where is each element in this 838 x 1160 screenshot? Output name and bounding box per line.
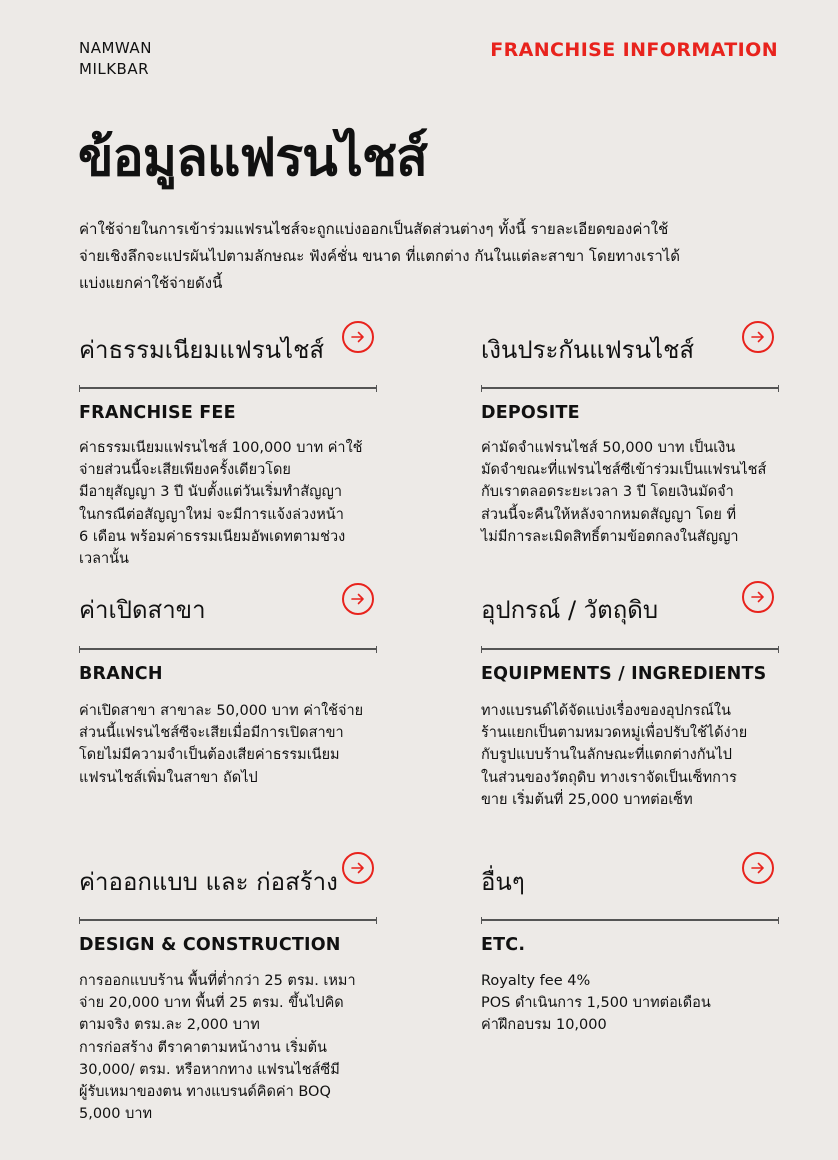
section-title: ค่าเปิดสาขา [79, 596, 206, 624]
body-line: จ่ายส่วนนี้จะเสียเพียงครั้งเดียวโดย [79, 462, 291, 479]
body-line: การก่อสร้าง ตีราคาตามหน้างาน เริ่มต้น [79, 1039, 327, 1056]
body-line: Royalty fee 4% [481, 973, 591, 989]
section-branch [79, 590, 377, 790]
body-line: ทางแบรนด์ได้จัดแบ่งเรื่องของอุปกรณ์ใน [481, 703, 731, 719]
section-body [79, 700, 363, 789]
body-line: ส่วนนี้แฟรนไชส์ซีจะเสียเมื่อมีการเปิดสาขา [79, 725, 344, 742]
body-line: มีอายุสัญญา 3 ปี นับตั้งแต่วันเริ่มทำสัญญา [79, 484, 342, 501]
arrow-right-circle-icon[interactable] [742, 321, 774, 353]
body-line: ค่าเปิดสาขา สาขาละ 50,000 บาท ค่าใช้จ่าย [79, 703, 364, 719]
body-line: ในกรณีต่อสัญญาใหม่ จะมีการแจ้งล่วงหน้า [79, 506, 344, 523]
section-body [481, 970, 711, 1037]
body-line: ค่าฝึกอบรม 10,000 [481, 1017, 607, 1034]
body-line: การออกแบบร้าน พื้นที่ต่ำกว่า 25 ตรม. เหมา [79, 973, 356, 989]
section-title: อื่นๆ [481, 868, 525, 896]
section-etc [481, 862, 779, 1062]
section-subtitle: DEPOSITE [481, 403, 580, 423]
section-body [481, 700, 747, 811]
header-label: FRANCHISE INFORMATION [490, 39, 778, 61]
arrow-right-circle-icon[interactable] [742, 581, 774, 613]
intro-line: แบ่งแยกค่าใช้จ่ายดังนี้ [79, 274, 223, 292]
body-line: ค่าธรรมเนียมแฟรนไชส์ 100,000 บาท ค่าใช้ [79, 440, 363, 456]
section-title: อุปกรณ์ / วัตถุดิบ [481, 596, 659, 624]
body-line: ส่วนนี้จะคืนให้หลังจากหมดสัญญา โดย ที่ [481, 506, 737, 523]
intro-line: ค่าใช้จ่ายในการเข้าร่วมแฟรนไชส์จะถูกแบ่งออกเป็นสัดส่วนต่างๆ ทั้งนี้ รายละเอียดของค่าใช้ [79, 220, 669, 238]
body-line: ไม่มีการละเมิดสิทธิ์ตามข้อตกลงในสัญญา [481, 528, 739, 545]
intro-paragraph [79, 216, 719, 297]
body-line: กับเราตลอดระยะเวลา 3 ปี โดยเงินมัดจำ [481, 484, 734, 501]
body-line: 5,000 บาท [79, 1106, 153, 1123]
section-divider [481, 648, 779, 650]
arrow-right-circle-icon[interactable] [342, 321, 374, 353]
brand-name [79, 38, 152, 80]
body-line: กับรูปแบบร้านในลักษณะที่แตกต่างกันไป [481, 747, 732, 764]
arrow-right-circle-icon[interactable] [342, 852, 374, 884]
section-divider [481, 919, 779, 921]
section-title: เงินประกันแฟรนไชส์ [481, 336, 695, 364]
section-title: ค่าออกแบบ และ ก่อสร้าง [79, 868, 338, 896]
body-line: ผู้รับเหมาของตน ทางแบรนด์คิดค่า BOQ [79, 1084, 331, 1101]
body-line: แฟรนไชส์เพิ่มในสาขา ถัดไป [79, 769, 258, 786]
body-line: ขาย เริ่มต้นที่ 25,000 บาทต่อเซ็ท [481, 791, 693, 808]
section-franchise-fee [79, 330, 377, 580]
body-line: POS ดำเนินการ 1,500 บาทต่อเดือน [481, 995, 711, 1012]
section-subtitle: ETC. [481, 935, 526, 955]
body-line: ค่ามัดจำแฟรนไชส์ 50,000 บาท เป็นเงิน [481, 440, 736, 456]
body-line: ในส่วนของวัตถุดิบ ทางเราจัดเป็นเซ็ทการ [481, 769, 737, 786]
body-line: โดยไม่มีความจำเป็นต้องเสียค่าธรรมเนียม [79, 747, 340, 764]
section-subtitle: BRANCH [79, 664, 163, 684]
section-body [79, 437, 363, 570]
arrow-right-circle-icon[interactable] [342, 583, 374, 615]
body-line: ตามจริง ตรม.ละ 2,000 บาท [79, 1017, 260, 1034]
body-line: มัดจำขณะที่แฟรนไชส์ซีเข้าร่วมเป็นแฟรนไชส์ [481, 462, 767, 479]
section-deposit [481, 330, 779, 580]
section-subtitle: EQUIPMENTS / INGREDIENTS [481, 664, 767, 684]
section-subtitle: FRANCHISE FEE [79, 403, 236, 423]
arrow-right-circle-icon[interactable] [742, 852, 774, 884]
section-subtitle: DESIGN & CONSTRUCTION [79, 935, 341, 955]
brand-line-2: MILKBAR [79, 60, 150, 78]
body-line: จ่าย 20,000 บาท พื้นที่ 25 ตรม. ขึ้นไปคิด [79, 995, 344, 1012]
section-equipments [481, 590, 779, 820]
section-divider [79, 387, 377, 389]
page-title: ข้อมูลแฟรนไชส์ [78, 128, 427, 188]
section-title: ค่าธรรมเนียมแฟรนไชส์ [79, 336, 325, 364]
body-line: 6 เดือน พร้อมค่าธรรมเนียมอัพเดทตามช่วง [79, 528, 346, 545]
section-design-construction [79, 862, 377, 1132]
section-divider [481, 387, 779, 389]
section-divider [79, 919, 377, 921]
brand-line-1: NAMWAN [79, 39, 152, 57]
intro-line: จ่ายเชิงลึกจะแปรผันไปตามลักษณะ ฟังค์ชั่น ขนาด ที่แตกต่าง กันในแต่ละสาขา โดยทางเราได้ [79, 247, 681, 265]
body-line: 30,000/ ตรม. หรือหากทาง แฟรนไชส์ซีมี [79, 1061, 340, 1078]
section-body [481, 437, 766, 548]
body-line: เวลานั้น [79, 551, 129, 568]
section-body [79, 970, 356, 1125]
body-line: ร้านแยกเป็นตามหมวดหมู่เพื่อปรับใช้ได้ง่าย [481, 725, 748, 742]
section-divider [79, 648, 377, 650]
